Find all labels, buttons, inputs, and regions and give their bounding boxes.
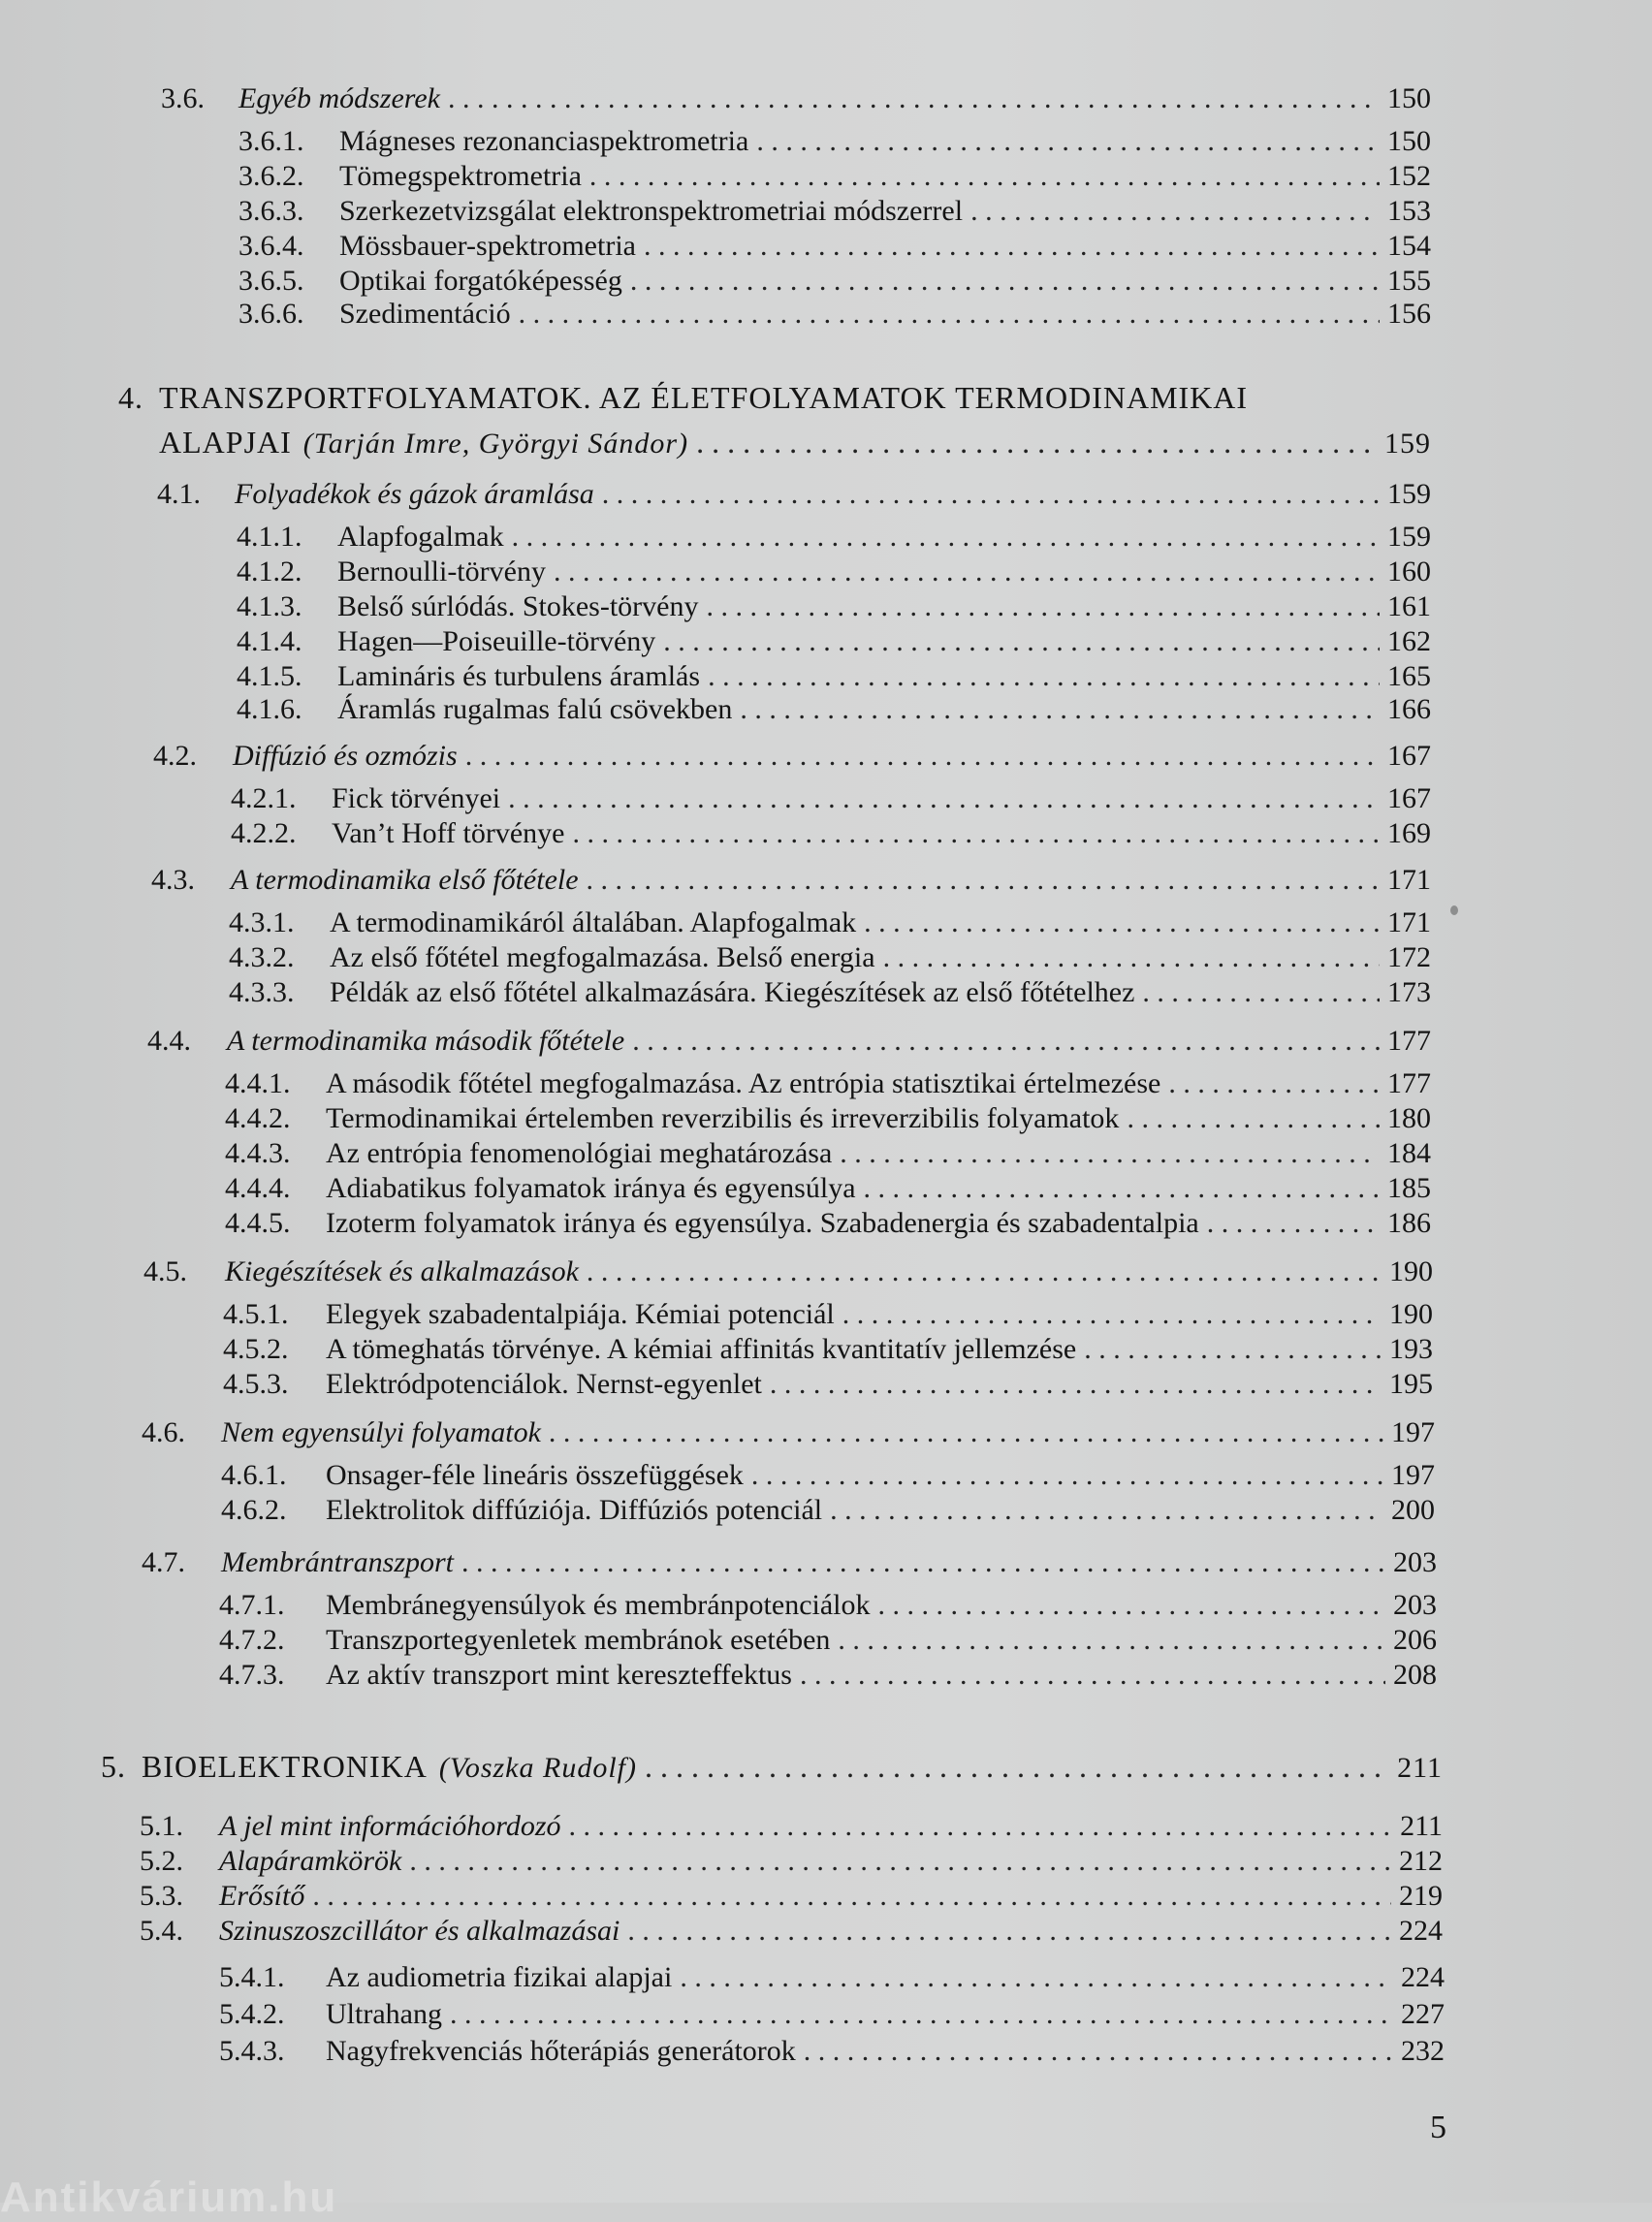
entry-number: 4.5.1. — [223, 1298, 289, 1330]
watermark: Antikvárium.hu — [0, 2174, 338, 2221]
entry-title: Ultrahang — [326, 1998, 442, 2030]
entry-title: Szinuszoszcillátor és alkalmazásai — [219, 1915, 620, 1947]
entry-page: 173 — [1387, 976, 1431, 1008]
entry-title: Az aktív transzport mint kereszteffektus — [326, 1659, 792, 1691]
dot-leader — [1168, 1066, 1380, 1101]
entry-page: 177 — [1387, 1025, 1431, 1057]
toc-subsection — [221, 1458, 1435, 1493]
entry-page: 172 — [1387, 941, 1431, 973]
entry-number: 5.1. — [140, 1810, 183, 1842]
dot-leader — [632, 1024, 1380, 1059]
entry-number: 3.6.6. — [238, 298, 304, 330]
entry-title: Kiegészítések és alkalmazások — [225, 1255, 579, 1287]
dot-leader — [770, 1367, 1382, 1402]
dot-leader — [554, 555, 1380, 589]
dot-leader — [1084, 1332, 1382, 1367]
dot-leader — [751, 1458, 1383, 1493]
toc-subsection — [237, 555, 1431, 589]
toc-subsection — [225, 1101, 1431, 1136]
entry-title: Membránegyensúlyok és membránpotenciálok — [326, 1589, 871, 1621]
entry-page: 211 — [1400, 1810, 1443, 1842]
dot-leader — [549, 1415, 1383, 1450]
entry-title: Erősítő — [219, 1880, 305, 1912]
entry-page: 154 — [1387, 230, 1431, 262]
toc-section-5-2 — [140, 1844, 1443, 1879]
entry-title: Folyadékok és gázok áramlása — [235, 478, 594, 510]
toc-section-4-3 — [151, 863, 1431, 898]
toc-subsection — [238, 297, 1431, 332]
entry-page: 162 — [1387, 625, 1431, 657]
entry-page: 203 — [1393, 1546, 1437, 1578]
entry-page: 180 — [1387, 1102, 1431, 1134]
entry-title: Alapfogalmak — [337, 521, 504, 553]
entry-title: Nagyfrekvenciás hőterápiás generátorok — [326, 2035, 796, 2067]
toc-subsection — [225, 1066, 1431, 1101]
dot-leader — [589, 159, 1380, 194]
entry-title: Egyéb módszerek — [238, 82, 440, 114]
toc-subsection — [229, 940, 1431, 975]
entry-number: 4.3. — [151, 864, 195, 896]
toc-subsection — [238, 229, 1431, 264]
toc-subsection — [237, 692, 1431, 727]
entry-page: 153 — [1387, 195, 1431, 227]
toc-subsection — [219, 2034, 1445, 2069]
chapter-number: 4. — [118, 380, 143, 415]
entry-page: 190 — [1389, 1255, 1433, 1287]
entry-title: Izoterm folyamatok iránya és egyensúlya. Szabadenergia és szabadentalpia — [326, 1207, 1199, 1239]
entry-page: 165 — [1387, 660, 1431, 692]
entry-number: 4.4. — [147, 1025, 191, 1057]
toc-subsection — [223, 1297, 1433, 1332]
entry-number: 4.1.4. — [237, 625, 302, 657]
toc-subsection — [237, 520, 1431, 555]
entry-number: 4.1. — [157, 478, 201, 510]
dot-leader — [569, 1809, 1393, 1844]
entry-page: 171 — [1387, 864, 1431, 896]
toc-chapter-5 — [101, 1749, 1443, 1786]
entry-title: Van’t Hoff törvénye — [332, 817, 565, 849]
entry-page: 155 — [1387, 265, 1431, 297]
toc-section-4-2 — [153, 739, 1431, 774]
chapter-authors: (Voszka Rudolf) — [438, 1752, 637, 1784]
toc-subsection — [229, 905, 1431, 940]
entry-title: A termodinamika első főtétele — [231, 864, 579, 896]
entry-title: Belső súrlódás. Stokes-törvény — [337, 590, 699, 622]
entry-number: 4.1.5. — [237, 660, 302, 692]
paper-speck — [1450, 905, 1458, 915]
entry-number: 3.6.2. — [238, 160, 304, 192]
toc-subsection — [238, 194, 1431, 229]
entry-page: 169 — [1387, 817, 1431, 849]
entry-title: Nem egyensúlyi folyamatok — [221, 1416, 541, 1448]
dot-leader — [970, 194, 1380, 229]
entry-number: 4.4.5. — [225, 1207, 291, 1239]
dot-leader — [838, 1623, 1385, 1658]
toc-subsection — [219, 1623, 1437, 1658]
entry-number: 4.6.1. — [221, 1459, 287, 1491]
dot-leader — [630, 264, 1380, 299]
entry-title: A második főtétel megfogalmazása. Az entrópia statisztikai értelmezése — [326, 1067, 1161, 1099]
entry-title: Elegyek szabadentalpiája. Kémiai potenciál — [326, 1298, 835, 1330]
toc-subsection — [225, 1136, 1431, 1171]
page-number: 5 — [1430, 2110, 1446, 2145]
entry-page: 171 — [1387, 906, 1431, 938]
entry-number: 3.6. — [161, 82, 205, 114]
entry-number: 3.6.4. — [238, 230, 304, 262]
entry-page: 212 — [1399, 1845, 1443, 1877]
entry-page: 186 — [1387, 1207, 1431, 1239]
dot-leader — [645, 1749, 1389, 1784]
entry-page: 206 — [1393, 1624, 1437, 1656]
entry-number: 4.1.2. — [237, 556, 302, 587]
entry-page: 195 — [1389, 1368, 1433, 1400]
toc-section-4-1 — [157, 477, 1431, 512]
entry-number: 4.2.1. — [231, 782, 297, 814]
entry-number: 4.1.3. — [237, 590, 302, 622]
dot-leader — [450, 1997, 1393, 2032]
entry-number: 4.5.3. — [223, 1368, 289, 1400]
entry-number: 4.7. — [142, 1546, 185, 1578]
entry-number: 5.4.2. — [219, 1998, 285, 2030]
chapter-number: 5. — [101, 1749, 126, 1784]
entry-page: 184 — [1387, 1137, 1431, 1169]
entry-page: 167 — [1387, 740, 1431, 772]
entry-title: Onsager-féle lineáris összefüggések — [326, 1459, 744, 1491]
dot-leader — [696, 425, 1377, 460]
dot-leader — [804, 2034, 1393, 2069]
chapter-title: BIOELEKTRONIKA — [142, 1749, 428, 1784]
toc-section-5-3 — [140, 1879, 1443, 1914]
entry-page: 197 — [1391, 1459, 1435, 1491]
dot-leader — [740, 692, 1380, 727]
entry-page: 219 — [1399, 1880, 1443, 1912]
entry-title: Mössbauer-spektrometria — [339, 230, 636, 262]
entry-page: 203 — [1393, 1589, 1437, 1621]
toc-subsection — [237, 589, 1431, 624]
dot-leader — [587, 1254, 1382, 1289]
toc-subsection — [238, 159, 1431, 194]
dot-leader — [587, 863, 1380, 898]
dot-leader — [830, 1493, 1383, 1528]
entry-title: Membrántranszport — [221, 1546, 455, 1578]
entry-number: 4.4.1. — [225, 1067, 291, 1099]
entry-number: 4.6.2. — [221, 1494, 287, 1526]
entry-page: 232 — [1401, 2035, 1445, 2067]
entry-number: 3.6.3. — [238, 195, 304, 227]
entry-page: 177 — [1387, 1067, 1431, 1099]
entry-title: Termodinamikai értelemben reverzibilis és irreverzibilis folyamatok — [326, 1102, 1120, 1134]
entry-page: 208 — [1393, 1659, 1437, 1691]
entry-number: 5.2. — [140, 1845, 183, 1877]
entry-number: 4.3.3. — [229, 976, 295, 1008]
entry-page: 150 — [1387, 82, 1431, 114]
toc-section-5-4 — [140, 1914, 1443, 1949]
entry-title: Az entrópia fenomenológiai meghatározása — [326, 1137, 833, 1169]
toc-subsection — [219, 1997, 1445, 2032]
entry-title: Az első főtétel megfogalmazása. Belső energia — [330, 941, 875, 973]
dot-leader — [573, 816, 1381, 851]
entry-title: Szerkezetvizsgálat elektronspektrometriai módszerrel — [339, 195, 964, 227]
toc-subsection — [238, 124, 1431, 159]
entry-number: 4.1.1. — [237, 521, 302, 553]
toc-subsection — [223, 1332, 1433, 1367]
toc-section-4-4 — [147, 1024, 1431, 1059]
entry-title: A termodinamika második főtétele — [227, 1025, 625, 1057]
dot-leader — [465, 739, 1380, 774]
entry-title: Fick törvényei — [332, 782, 501, 814]
entry-title: Adiabatikus folyamatok iránya és egyensúlya — [326, 1172, 856, 1204]
entry-number: 4.5. — [143, 1255, 187, 1287]
entry-page: 150 — [1387, 125, 1431, 157]
entry-number: 4.4.2. — [225, 1102, 291, 1134]
dot-leader — [448, 81, 1380, 116]
entry-number: 4.3.1. — [229, 906, 295, 938]
entry-title: Bernoulli-törvény — [337, 556, 546, 587]
entry-title: Transzportegyenletek membránok esetében — [326, 1624, 831, 1656]
toc-subsection — [221, 1493, 1435, 1528]
entry-title: A tömeghatás törvénye. A kémiai affinitás kvantitatív jellemzése — [326, 1333, 1077, 1365]
entry-number: 4.4.3. — [225, 1137, 291, 1169]
entry-number: 4.5.2. — [223, 1333, 289, 1365]
toc-subsection — [238, 264, 1431, 299]
chapter-title-continued: ALAPJAI — [159, 425, 292, 460]
dot-leader — [680, 1960, 1393, 1995]
dot-leader — [708, 659, 1380, 694]
entry-title: Lamináris és turbulens áramlás — [337, 660, 701, 692]
toc-subsection — [219, 1588, 1437, 1623]
entry-page: 159 — [1387, 521, 1431, 553]
entry-title: Az audiometria fizikai alapjai — [326, 1961, 673, 1993]
entry-page: 224 — [1399, 1915, 1443, 1947]
entry-number: 3.6.1. — [238, 125, 304, 157]
dot-leader — [312, 1879, 1391, 1914]
toc-subsection — [223, 1367, 1433, 1402]
entry-title: Mágneses rezonanciaspektrometria — [339, 125, 749, 157]
entry-title: Optikai forgatóképesség — [339, 265, 622, 297]
entry-page: 211 — [1397, 1752, 1443, 1784]
entry-page: 193 — [1389, 1333, 1433, 1365]
entry-number: 4.3.2. — [229, 941, 295, 973]
dot-leader — [1127, 1101, 1380, 1136]
entry-title: Hagen—Poiseuille-törvény — [337, 625, 656, 657]
entry-title: Áramlás rugalmas falú csövekben — [337, 693, 733, 725]
entry-page: 227 — [1401, 1998, 1445, 2030]
dot-leader — [644, 229, 1380, 264]
dot-leader — [706, 589, 1380, 624]
entry-number: 5.4.3. — [219, 2035, 285, 2067]
toc-subsection — [231, 816, 1431, 851]
dot-leader — [864, 1171, 1380, 1206]
entry-page: 224 — [1401, 1961, 1445, 1993]
entry-title: A jel mint információhordozó — [219, 1810, 561, 1842]
entry-page: 160 — [1387, 556, 1431, 587]
toc-subsection — [237, 659, 1431, 694]
entry-page: 166 — [1387, 693, 1431, 725]
entry-number: 4.7.3. — [219, 1659, 285, 1691]
entry-page: 152 — [1387, 160, 1431, 192]
entry-number: 4.7.2. — [219, 1624, 285, 1656]
entry-title: Tömegspektrometria — [339, 160, 582, 192]
toc-subsection — [225, 1171, 1431, 1206]
dot-leader — [461, 1545, 1385, 1580]
dot-leader — [842, 1297, 1382, 1332]
entry-number: 4.2.2. — [231, 817, 297, 849]
entry-page: 197 — [1391, 1416, 1435, 1448]
entry-page: 190 — [1389, 1298, 1433, 1330]
entry-number: 4.6. — [142, 1416, 185, 1448]
chapter-title: TRANSZPORTFOLYAMATOK. AZ ÉLETFOLYAMATOK TERMODINAMIKAI — [159, 380, 1249, 415]
dot-leader — [1142, 975, 1380, 1010]
entry-title: A termodinamikáról általában. Alapfogalmak — [330, 906, 857, 938]
entry-number: 4.2. — [153, 740, 197, 772]
dot-leader — [627, 1914, 1391, 1949]
dot-leader — [878, 1588, 1385, 1623]
toc-section-4-7 — [142, 1545, 1437, 1580]
toc-section-4-6 — [142, 1415, 1435, 1450]
entry-page: 167 — [1387, 782, 1431, 814]
entry-number: 5.4.1. — [219, 1961, 285, 1993]
toc-chapter-4 — [118, 380, 1431, 415]
dot-leader — [602, 477, 1380, 512]
entry-number: 4.4.4. — [225, 1172, 291, 1204]
entry-title: Példák az első főtétel alkalmazására. Kiegészítések az első főtételhez — [330, 976, 1135, 1008]
entry-page: 200 — [1391, 1494, 1435, 1526]
entry-page: 156 — [1387, 298, 1431, 330]
entry-number: 4.7.1. — [219, 1589, 285, 1621]
dot-leader — [800, 1658, 1385, 1693]
dot-leader — [864, 905, 1380, 940]
entry-title: Elektródpotenciálok. Nernst-egyenlet — [326, 1368, 762, 1400]
dot-leader — [1207, 1206, 1380, 1241]
dot-leader — [663, 624, 1380, 659]
entry-title: Szedimentáció — [339, 298, 511, 330]
entry-number: 5.3. — [140, 1880, 183, 1912]
entry-page: 185 — [1387, 1172, 1431, 1204]
toc-subsection — [219, 1960, 1445, 1995]
dot-leader — [519, 297, 1380, 332]
toc-subsection — [225, 1206, 1431, 1241]
entry-number: 4.1.6. — [237, 693, 302, 725]
entry-page: 159 — [1384, 428, 1431, 460]
dot-leader — [512, 520, 1380, 555]
toc-subsection — [219, 1658, 1437, 1693]
entry-title: Alapáramkörök — [219, 1845, 402, 1877]
entry-page: 159 — [1387, 478, 1431, 510]
toc-subsection — [237, 624, 1431, 659]
toc-subsection — [231, 781, 1431, 816]
entry-number: 5.4. — [140, 1915, 183, 1947]
toc-chapter-4-continued — [159, 425, 1431, 461]
dot-leader — [756, 124, 1380, 159]
toc-section-4-5 — [143, 1254, 1433, 1289]
entry-number: 3.6.5. — [238, 265, 304, 297]
dot-leader — [508, 781, 1380, 816]
toc-section-5-1 — [140, 1809, 1443, 1844]
entry-title: Diffúzió és ozmózis — [233, 740, 458, 772]
toc-subsection — [229, 975, 1431, 1010]
entry-page: 161 — [1387, 590, 1431, 622]
dot-leader — [409, 1844, 1391, 1879]
entry-title: Elektrolitok diffúziója. Diffúziós potenciál — [326, 1494, 823, 1526]
dot-leader — [840, 1136, 1380, 1171]
chapter-authors: (Tarján Imre, Györgyi Sándor) — [302, 428, 689, 460]
dot-leader — [883, 940, 1380, 975]
toc-section-3-6 — [161, 81, 1431, 116]
